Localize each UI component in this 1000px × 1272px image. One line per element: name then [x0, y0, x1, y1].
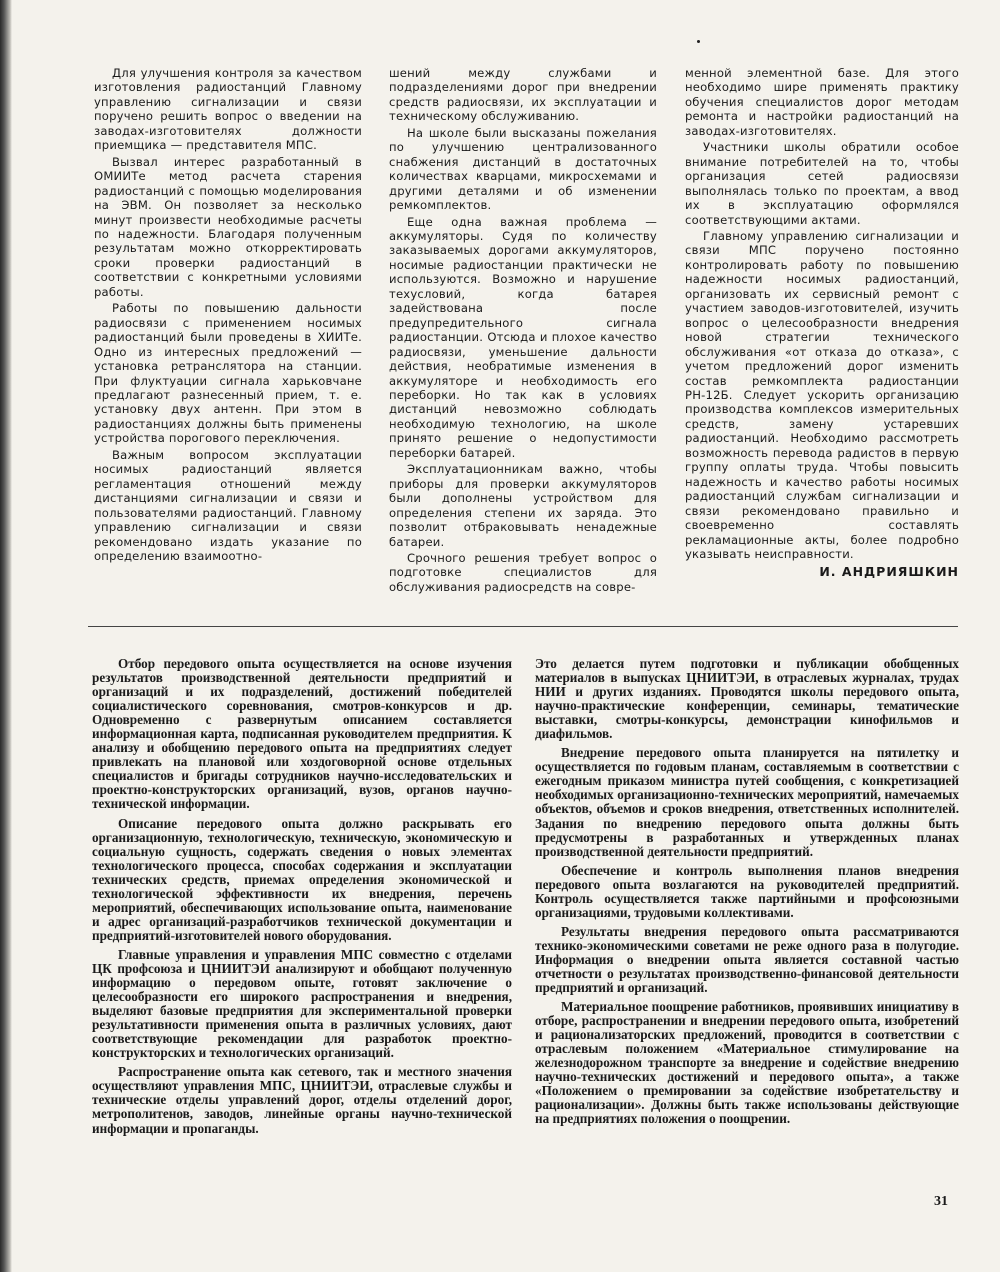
paragraph: Для улучшения контроля за качеством изготовления радиостанций Главному управлению сигнализации и связи поручено решить вопрос о введении на заводах-изготовителях должности приемщика — представителя МПС. — [94, 66, 362, 153]
paragraph: Главные управления и управления МПС совместно с отделами ЦК профсоюза и ЦНИИТЭИ анализируют и обобщают полученную информацию о передовом опыте, готовят заключение о целесообразности его широкого распространения и внедрения, выделяют базовые предприятия для экспериментальной проверки результативности применения опыта в различных условиях, дают соответствующие рекомендации для разработок проектно-конструкторских и технологических организаций. — [92, 946, 512, 1061]
paragraph: Материальное поощрение работников, проявивших инициативу в отборе, распространении и внедрении передового опыта, изобретений и рационализаторских предложений, проводится в соответствии с отраслевым положением «Материальное стимулирование на железнодорожном транспорте за внедрение и содействие внедрению научно-технических достижений и передового опыта», а также «Положением о премировании за содействие изобретательству и рационализации». Должны быть также использованы действующие на предприятиях положения о поощрении. — [535, 999, 959, 1127]
article-top-column-3 — [685, 66, 959, 580]
paragraph: Обеспечение и контроль выполнения планов внедрения передового опыта возлагаются на руководителей предприятий. Контроль осуществляется также партийными и профсоюзными организациями, трудовыми коллективами. — [535, 862, 959, 920]
paragraph: Результаты внедрения передового опыта рассматриваются технико-экономическими советами не реже одного раза в полугодие. Информация о внедрении опыта является составной частью отчетности о результатах производственно-финансовой деятельности предприятий и организаций. — [535, 923, 959, 996]
section-divider — [88, 626, 958, 627]
paragraph-continuation: менной элементной базе. Для этого необходимо шире применять практику обучения специалистов дорог методам ремонта и настройки радиостанций на заводах-изготовителях. — [685, 66, 959, 138]
paragraph: Срочного решения требует вопрос о подготовке специалистов для обслуживания радиосредств на совре- — [389, 550, 657, 594]
article-top-column-1 — [94, 66, 362, 563]
article-bottom-column-1 — [92, 657, 512, 1136]
paragraph: Отбор передового опыта осуществляется на основе изучения результатов производственной деятельности предприятий и организаций и их подразделений, достижений победителей социалистического соревнования, смотров-конкурсов и др. Одновременно с развернутым описанием составляется информационная карта, подписанная руководителем предприятия. К анализу и обобщению передового опыта на предприятиях следует привлекать на плановой или хоздоговорной основе отдельных специалистов и бригады сотрудников научно-исследовательских и проектно-конструкторских организаций, вузов, органов научно-технической информации. — [92, 656, 512, 812]
paragraph: Участники школы обратили особое внимание потребителей на то, чтобы организация сетей радиосвязи выполнялась только по проектам, а ввод их в эксплуатацию оформлялся соответствующими актами. — [685, 140, 959, 227]
paragraph: Описание передового опыта должно раскрывать его организационную, технологическую, техническую, экономическую и социальную сущность, содержать сведения о новых элементах технологического процесса, способах содержания и эксплуатации технических средств, приемах определения экономической и технологической эффективности их внедрения, перечень мероприятий, обеспечивающих использование опыта, наименование и адрес организаций-разработчиков технической документации и предприятий-изготовителей нового оборудования. — [92, 815, 512, 943]
paragraph-continuation: Это делается путем подготовки и публикации обобщенных материалов в выпусках ЦНИИТЭИ, в отраслевых журналах, трудах НИИ и других изданиях. Проводятся школы передового опыта, научно-практические конференции, семинары, тематические выставки, смотры-конкурсы, демонстрации кинофильмов и диафильмов. — [535, 656, 959, 742]
article-bottom-column-2 — [535, 657, 959, 1127]
paragraph: Вызвал интерес разработанный в ОМИИТе метод расчета старения радиостанций с помощью моделирования на ЭВМ. Он позволяет за несколько минут произвести необходимые расчеты по надежности. Благодаря полученным результатам можно откорректировать сроки проверки радиостанций в соответствии с конкретными условиями работы. — [94, 154, 362, 299]
page-binding-shadow — [0, 0, 12, 1272]
ink-speck — [697, 40, 700, 43]
article-top-column-2 — [389, 66, 657, 594]
paragraph-continuation: шений между службами и подразделениями дорог при внедрении средств радиосвязи, их эксплуатации и техническому обслуживанию. — [389, 66, 657, 124]
page-number: 31 — [934, 1194, 948, 1209]
paragraph: Главному управлению сигнализации и связи МПС поручено постоянно контролировать работу по повышению надежности носимых радиостанций, организовать их сервисный ремонт с участием заводов-изготовителей, изучить вопрос о целесообразности внедрения новой стратегии технического обслуживания «от отказа до отказа», с учетом предложений дорог изменить состав ремкомплекта радиостанции РН-12Б. Следует ускорить организацию производства комплексов измерительных средств, замену устаревших радиостанций. Необходимо рассмотреть возможность перевода радистов в первую группу оплаты труда. Чтобы повысить надежность и качество работы носимых радиостанций службам сигнализации и связи рекомендовано правильно и своевременно составлять рекламационные акты, более подробно указывать неисправности. — [685, 228, 959, 561]
paragraph: Внедрение передового опыта планируется на пятилетку и осуществляется по годовым планам, составляемым в соответствии с ежегодным приказом министра путей сообщения, с конкретизацией необходимых организационно-технических мероприятий, намечаемых объектов, объемов и сроков внедрения, ответственных исполнителей. Задания по внедрению передового опыта должны быть предусмотрены в разработанных и утвержденных планах производственной деятельности предприятий. — [535, 745, 959, 859]
paragraph: Еще одна важная проблема — аккумуляторы. Судя по количеству заказываемых дорогами аккумуляторов, носимые радиостанции практически не используются. Возможно и нарушение техусловий, когда батарея задействована после предупредительного сигнала радиостанции. Отсюда и плохое качество радиосвязи, уменьшение дальности действия, необратимые изменения в аккумуляторе и необходимость его переборки. Но так как в условиях дистанций невозможно соблюдать необходимую технологию, на школе принято решение о недопустимости переборки батарей. — [389, 214, 657, 460]
author-signature: И. АНДРИЯШКИН — [819, 564, 959, 580]
paragraph: На школе были высказаны пожелания по улучшению централизованного снабжения дистанций в достаточных количествах кварцами, микросхемами и другими деталями и об изменении ремкомплектов. — [389, 125, 657, 213]
paragraph: Эксплуатационникам важно, чтобы приборы для проверки аккумуляторов были дополнены устройством для определения степени их заряда. Это позволит отбраковывать ненадежные батареи. — [389, 462, 657, 549]
paragraph: Важным вопросом эксплуатации носимых радиостанций является регламентация отношений между дистанциями сигнализации и связи и пользователями радиостанций. Главному управлению сигнализации и связи рекомендовано издать указание по определению взаимоотно- — [94, 447, 362, 563]
paragraph: Распространение опыта как сетевого, так и местного значения осуществляют управления МПС, ЦНИИТЭИ, отраслевые службы и технические отделы управлений дорог, отделы отделений дорог, метрополитенов, заводов, линейные органы научно-технической информации и пропаганды. — [92, 1064, 512, 1136]
paragraph: Работы по повышению дальности радиосвязи с применением носимых радиостанций были проведены в ХИИТе. Одно из интересных предложений — установка ретранслятора на станции. При флуктуации сигнала харьковчане предлагают разнесенный прием, т. е. установку двух антенн. При этом в радиостанциях должны быть применены устройства порогового переключения. — [94, 301, 362, 446]
